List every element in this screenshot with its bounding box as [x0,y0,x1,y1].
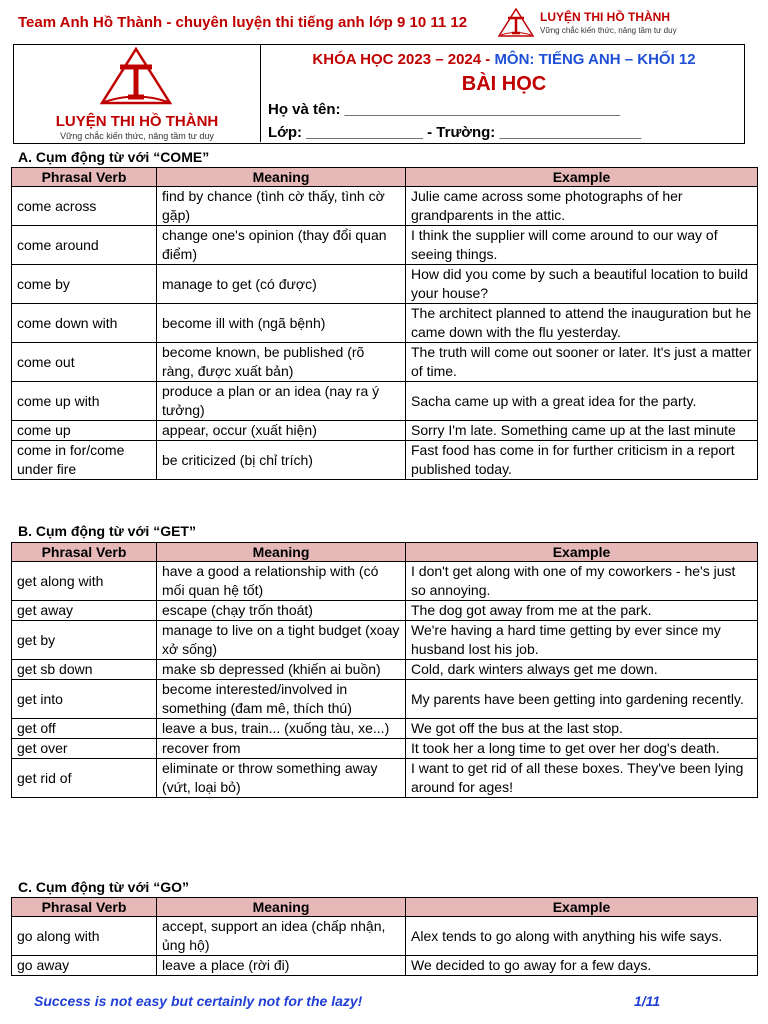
table-body [12,917,758,976]
column-header: Example [406,543,758,562]
phrasal-verb-cell: get off [12,719,157,739]
table-row [12,719,758,739]
logo-slogan: Vững chắc kiến thức, nâng tầm tư duy [60,131,214,141]
course-info-box [13,44,745,144]
grade-label: KHỐI 12 [637,51,696,68]
meaning-cell: change one's opinion (thay đổi quan điểm) [157,226,406,265]
header-slogan: Vững chắc kiến thức, nâng tầm tư duy [540,26,677,35]
phrasal-verb-cell: come up [12,421,157,441]
example-cell: Fast food has come in for further criticism in a report published today. [406,441,758,480]
brand-logo-icon [96,47,176,107]
phrasal-verb-cell: come across [12,187,157,226]
example-cell: We decided to go away for a few days. [406,956,758,976]
table-row [12,759,758,798]
logo-cell [14,45,261,142]
column-header: Phrasal Verb [12,898,157,917]
example-cell: My parents have been getting into gardening recently. [406,680,758,719]
example-cell: The truth will come out sooner or later. It's just a matter of time. [406,343,758,382]
meaning-cell: be criticized (bị chỉ trích) [157,441,406,480]
section-title-go: C. Cụm động từ với “GO” [18,879,189,895]
footer-quote: Success is not easy but certainly not for the lazy! [34,993,363,1009]
example-cell: Julie came across some photographs of her grandparents in the attic. [406,187,758,226]
phrasal-verb-cell: get away [12,601,157,621]
table-header-row [12,168,758,187]
example-cell: The dog got away from me at the park. [406,601,758,621]
phrasal-verb-cell: get along with [12,562,157,601]
header-title: Team Anh Hồ Thành - chuyên luyện thi tiếng anh lớp 9 10 11 12 [18,14,468,31]
phrasal-verb-cell: come out [12,343,157,382]
column-header: Meaning [157,168,406,187]
name-field-line: Họ và tên: _________________________________ [268,101,620,118]
phrasal-verb-cell: get rid of [12,759,157,798]
table-row [12,660,758,680]
example-cell: Sorry I'm late. Something came up at the last minute [406,421,758,441]
phrasal-verb-cell: go along with [12,917,157,956]
phrasal-verb-table-go [11,897,758,976]
column-header: Phrasal Verb [12,543,157,562]
table-row [12,739,758,759]
meaning-cell: leave a bus, train... (xuống tàu, xe...) [157,719,406,739]
example-cell: I want to get rid of all these boxes. They've been lying around for ages! [406,759,758,798]
example-cell: Alex tends to go along with anything his wife says. [406,917,758,956]
section-title-get: B. Cụm động từ với “GET” [18,523,196,539]
table-row [12,304,758,343]
table-row [12,265,758,304]
table-row [12,956,758,976]
meaning-cell: appear, occur (xuất hiện) [157,421,406,441]
meaning-cell: produce a plan or an idea (nay ra ý tưởng) [157,382,406,421]
logo-brand-name: LUYỆN THI HỒ THÀNH [55,113,219,130]
example-cell: We got off the bus at the last stop. [406,719,758,739]
phrasal-verb-cell: come by [12,265,157,304]
example-cell: Cold, dark winters always get me down. [406,660,758,680]
meaning-cell: become ill with (ngã bệnh) [157,304,406,343]
header-brand: LUYỆN THI HỒ THÀNH [540,10,670,24]
example-cell: I think the supplier will come around to our way of seeing things. [406,226,758,265]
example-cell: Sacha came up with a great idea for the party. [406,382,758,421]
course-year: KHÓA HỌC 2023 – 2024 - [312,51,495,68]
column-header: Meaning [157,898,406,917]
phrasal-verb-cell: get over [12,739,157,759]
table-row [12,621,758,660]
course-line [262,51,746,68]
column-header: Example [406,168,758,187]
brand-logo-icon [496,4,536,42]
table-header-row [12,898,758,917]
example-cell: We're having a hard time getting by ever since my husband lost his job. [406,621,758,660]
table-row [12,917,758,956]
class-school-line: Lớp: ______________ - Trường: _________________ [268,124,642,141]
meaning-cell: manage to live on a tight budget (xoay xở sống) [157,621,406,660]
phrasal-verb-cell: come down with [12,304,157,343]
example-cell: It took her a long time to get over her dog's death. [406,739,758,759]
phrasal-verb-cell: come in for/come under fire [12,441,157,480]
phrasal-verb-table-come [11,167,758,480]
meaning-cell: accept, support an idea (chấp nhận, ủng hộ) [157,917,406,956]
column-header: Meaning [157,543,406,562]
table-row [12,421,758,441]
meaning-cell: make sb depressed (khiến ai buồn) [157,660,406,680]
example-cell: How did you come by such a beautiful location to build your house? [406,265,758,304]
lesson-title: BÀI HỌC [461,73,547,95]
meaning-cell: have a good a relationship with (có mối quan hệ tốt) [157,562,406,601]
example-cell: I don't get along with one of my coworkers - he's just so annoying. [406,562,758,601]
table-header-row [12,543,758,562]
subject-label: MÔN: [494,51,539,68]
phrasal-verb-table-get [11,542,758,798]
page-header [0,0,768,44]
table-row [12,226,758,265]
table-row [12,601,758,621]
table-row [12,441,758,480]
subject-name: TIẾNG ANH – [538,51,638,68]
phrasal-verb-cell: come up with [12,382,157,421]
column-header: Example [406,898,758,917]
meaning-cell: become known, be published (rõ ràng, được xuất bản) [157,343,406,382]
phrasal-verb-cell: get into [12,680,157,719]
table-row [12,187,758,226]
table-body [12,187,758,480]
table-row [12,562,758,601]
phrasal-verb-cell: get sb down [12,660,157,680]
meaning-cell: recover from [157,739,406,759]
section-title-come: A. Cụm động từ với “COME” [18,149,210,165]
page-number: 1/11 [634,993,661,1009]
meaning-cell: eliminate or throw something away (vứt, loại bỏ) [157,759,406,798]
meaning-cell: become interested/involved in something (đam mê, thích thú) [157,680,406,719]
table-body [12,562,758,798]
table-row [12,382,758,421]
phrasal-verb-cell: come around [12,226,157,265]
phrasal-verb-cell: go away [12,956,157,976]
meaning-cell: manage to get (có được) [157,265,406,304]
column-header: Phrasal Verb [12,168,157,187]
meaning-cell: escape (chạy trốn thoát) [157,601,406,621]
table-row [12,680,758,719]
table-row [12,343,758,382]
example-cell: The architect planned to attend the inauguration but he came down with the flu yesterday. [406,304,758,343]
meaning-cell: leave a place (rời đi) [157,956,406,976]
phrasal-verb-cell: get by [12,621,157,660]
meaning-cell: find by chance (tình cờ thấy, tình cờ gặp) [157,187,406,226]
